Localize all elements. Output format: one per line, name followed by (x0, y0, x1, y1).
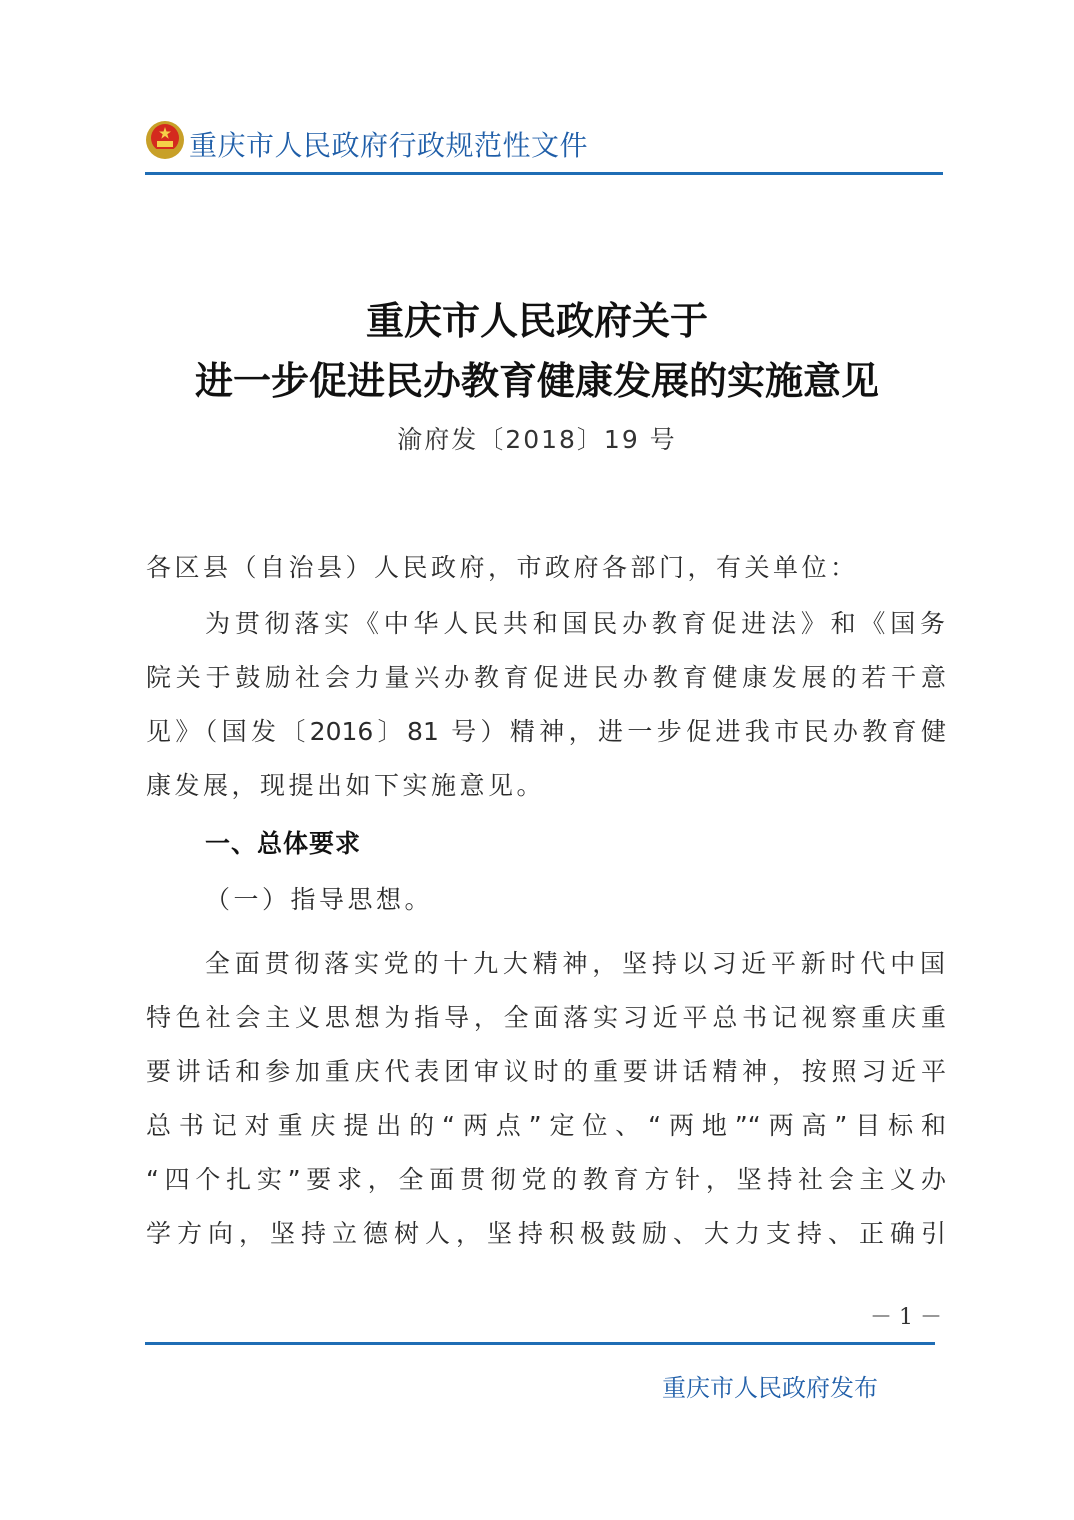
paragraph-line: 康发展，现提出如下实施意见。 (146, 771, 546, 800)
section-heading: 一、总体要求 (205, 829, 362, 858)
paragraph-line: 见》（国发〔2016〕81 号）精神，进一步促进我市民办教育健 (146, 717, 946, 746)
document-title-line2: 进一步促进民办教育健康发展的实施意见 (194, 358, 879, 403)
paragraph-line: 总书记对重庆提出的“两点”定位、“两地”“两高”目标和 (146, 1111, 946, 1140)
addressee: 各区县（自治县）人民政府，市政府各部门，有关单位： (146, 553, 859, 582)
footer-divider (145, 1342, 935, 1345)
paragraph-line: 为贯彻落实《中华人民共和国民办教育促进法》和《国务 (205, 609, 945, 638)
page-number: － 1 － (870, 1305, 942, 1330)
document-header (145, 118, 945, 166)
header-title: 重庆市人民政府行政规范性文件 (189, 129, 589, 162)
paragraph-line: 学方向，坚持立德树人，坚持积极鼓励、大力支持、正确引 (146, 1219, 946, 1248)
national-emblem-icon (145, 120, 185, 160)
document-title-line1: 重庆市人民政府关于 (365, 298, 708, 343)
paragraph-line: 全面贯彻落实党的十九大精神，坚持以习近平新时代中国 (205, 949, 945, 978)
paragraph-line: 院关于鼓励社会力量兴办教育促进民办教育健康发展的若干意 (146, 663, 946, 692)
paragraph-line: 特色社会主义思想为指导，全面落实习近平总书记视察重庆重 (146, 1003, 946, 1032)
paragraph-line: “四个扎实”要求，全面贯彻党的教育方针，坚持社会主义办 (146, 1165, 946, 1194)
subsection-heading: （一）指导思想。 (205, 885, 434, 914)
paragraph-line: 要讲话和参加重庆代表团审议时的重要讲话精神，按照习近平 (146, 1057, 946, 1086)
publisher-label: 重庆市人民政府发布 (662, 1374, 878, 1402)
header-divider (145, 172, 943, 175)
document-number: 渝府发〔2018〕19 号 (397, 425, 677, 454)
